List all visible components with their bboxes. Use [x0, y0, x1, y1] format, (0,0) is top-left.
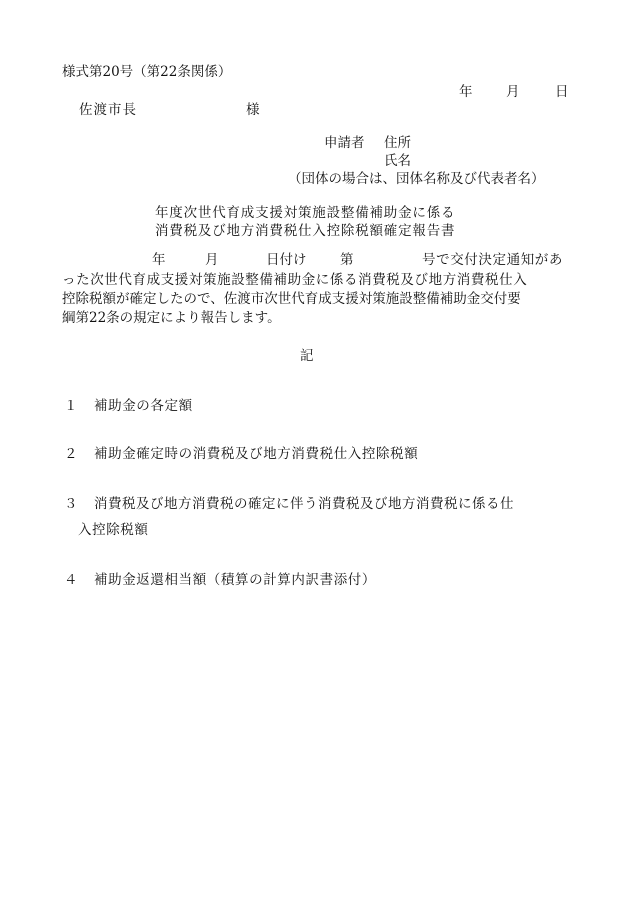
body-year: 年: [152, 252, 166, 268]
item-label: 補助金返還相当額（積算の計算内訳書添付）: [94, 572, 376, 588]
date-month: 月: [506, 84, 520, 100]
title-line-2: 消費税及び地方消費税仕入控除税額確定報告書: [155, 223, 456, 239]
body-text-4: 綱第22条の規定により報告します。: [62, 310, 281, 326]
item-number: １: [64, 398, 79, 414]
item-number: ４: [64, 572, 79, 588]
form-number: 様式第20号（第22条関係）: [62, 64, 232, 80]
applicant-label: 申請者: [324, 135, 365, 151]
addressee-honorific: 様: [246, 102, 260, 118]
item-label: 補助金の各定額: [94, 398, 193, 414]
addressee-name: 佐渡市長: [79, 102, 137, 118]
date-year: 年: [459, 84, 473, 100]
title-line-1: 年度次世代育成支援対策施設整備補助金に係る: [155, 205, 456, 221]
item-label: 補助金確定時の消費税及び地方消費税仕入控除税額: [94, 446, 419, 462]
body-text-1: 号で交付決定通知があ: [422, 252, 563, 268]
ki-heading: 記: [300, 348, 314, 364]
applicant-address-label: 住所: [384, 135, 411, 151]
applicant-note: （団体の場合は、団体名称及び代表者名）: [288, 171, 545, 187]
applicant-name-label: 氏名: [384, 153, 411, 169]
item-number: ３: [64, 496, 79, 512]
body-text-3: 控除税額が確定したので、佐渡市次世代育成支援対策施設整備補助金交付要: [62, 291, 521, 307]
date-day: 日: [555, 84, 569, 100]
item-label-continued: 入控除税額: [78, 522, 149, 538]
item-number: ２: [64, 446, 79, 462]
item-label: 消費税及び地方消費税の確定に伴う消費税及び地方消費税に係る仕: [94, 496, 514, 512]
body-text-2: った次世代育成支援対策施設整備補助金に係る消費税及び地方消費税仕入: [62, 272, 528, 288]
body-no-prefix: 第: [340, 252, 354, 268]
body-dated: 日付け: [266, 252, 307, 268]
body-month: 月: [205, 252, 219, 268]
